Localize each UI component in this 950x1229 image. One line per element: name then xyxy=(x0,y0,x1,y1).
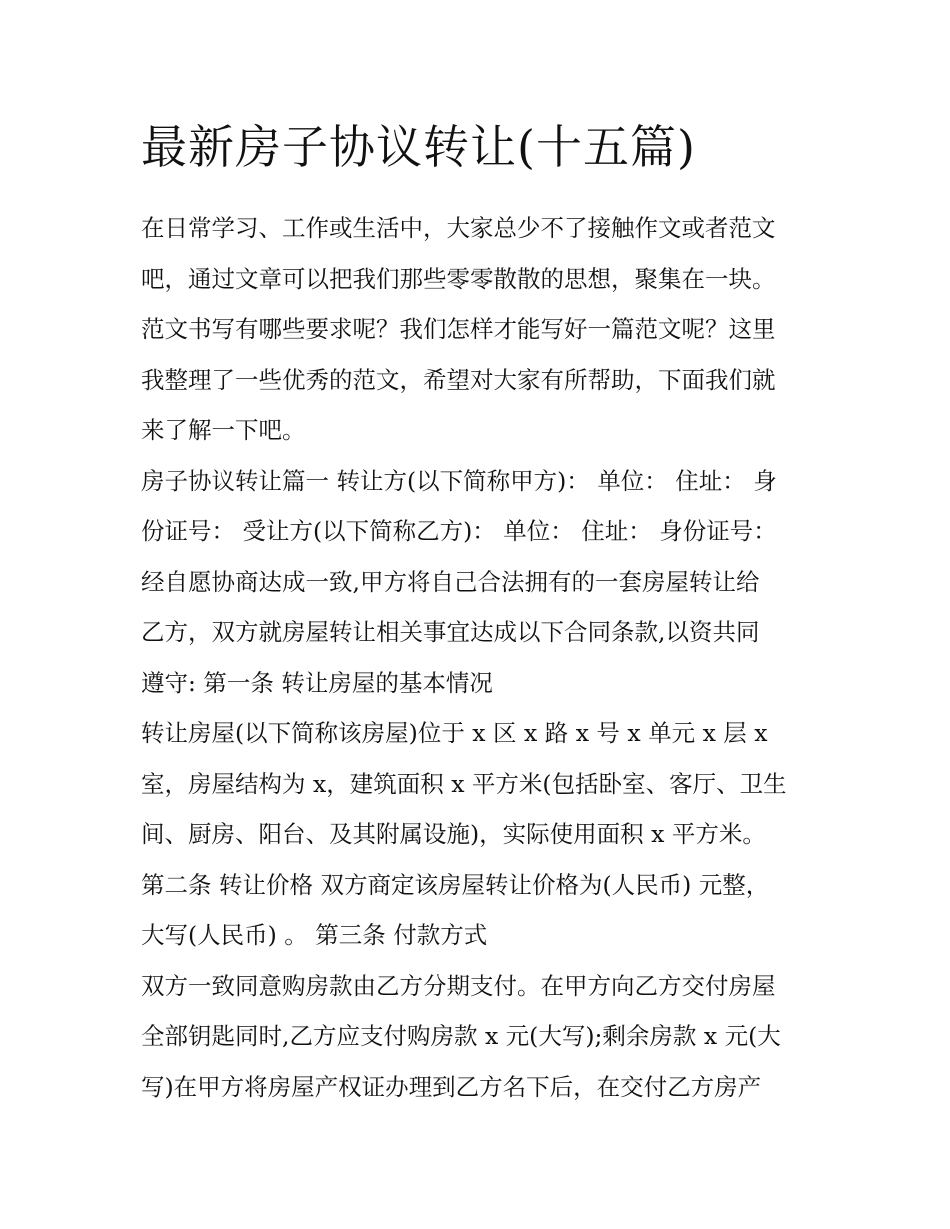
paragraph-line: 乙方，双方就房屋转让相关事宜达成以下合同条款,以资共同 xyxy=(141,618,760,646)
paragraph-line: 全部钥匙同时,乙方应支付购房款 x 元(大写);剩余房款 x 元(大 xyxy=(141,1022,781,1050)
document-title: 最新房子协议转让(十五篇) xyxy=(141,120,696,174)
paragraph-line: 经自愿协商达成一致,甲方将自己合法拥有的一套房屋转让给 xyxy=(141,567,760,596)
paragraph-line: 室，房屋结构为 x，建筑面积 x 平方米(包括卧室、客厅、卫生 xyxy=(141,769,787,798)
paragraph-line: 双方一致同意购房款由乙方分期支付。在甲方向乙方交付房屋 xyxy=(141,971,776,1000)
paragraph-line: 第二条 转让价格 双方商定该房屋转让价格为(人民币) 元整， xyxy=(141,870,770,899)
document-body xyxy=(141,115,821,1112)
paragraph-line: 间、厨房、阳台、及其附属设施)，实际使用面积 x 平方米。 xyxy=(141,820,766,848)
paragraph-line: 份证号： 受让方(以下简称乙方)： 单位： 住址： 身份证号： xyxy=(141,517,777,545)
paragraph-line: 房子协议转让篇一 转让方(以下简称甲方)： 单位： 住址： 身 xyxy=(141,466,777,495)
paragraph-line: 来了解一下吧。 xyxy=(141,416,306,444)
paragraph-line: 我整理了一些优秀的范文，希望对大家有所帮助，下面我们就 xyxy=(141,365,776,394)
paragraph-line: 在日常学习、工作或生活中，大家总少不了接触作文或者范文 xyxy=(141,214,776,242)
paragraph-line: 写)在甲方将房屋产权证办理到乙方名下后，在交付乙方房产 xyxy=(141,1072,762,1101)
paragraph-line: 遵守: 第一条 转让房屋的基本情况 xyxy=(141,668,493,697)
paragraph-line: 大写(人民币) 。 第三条 付款方式 xyxy=(141,921,488,949)
paragraph-line: 吧，通过文章可以把我们那些零零散散的思想，聚集在一块。 xyxy=(141,264,776,293)
paragraph-line: 范文书写有哪些要求呢？我们怎样才能写好一篇范文呢？这里 xyxy=(141,315,776,343)
paragraph-line: 转让房屋(以下简称该房屋)位于 x 区 x 路 x 号 x 单元 x 层 x xyxy=(141,719,768,747)
